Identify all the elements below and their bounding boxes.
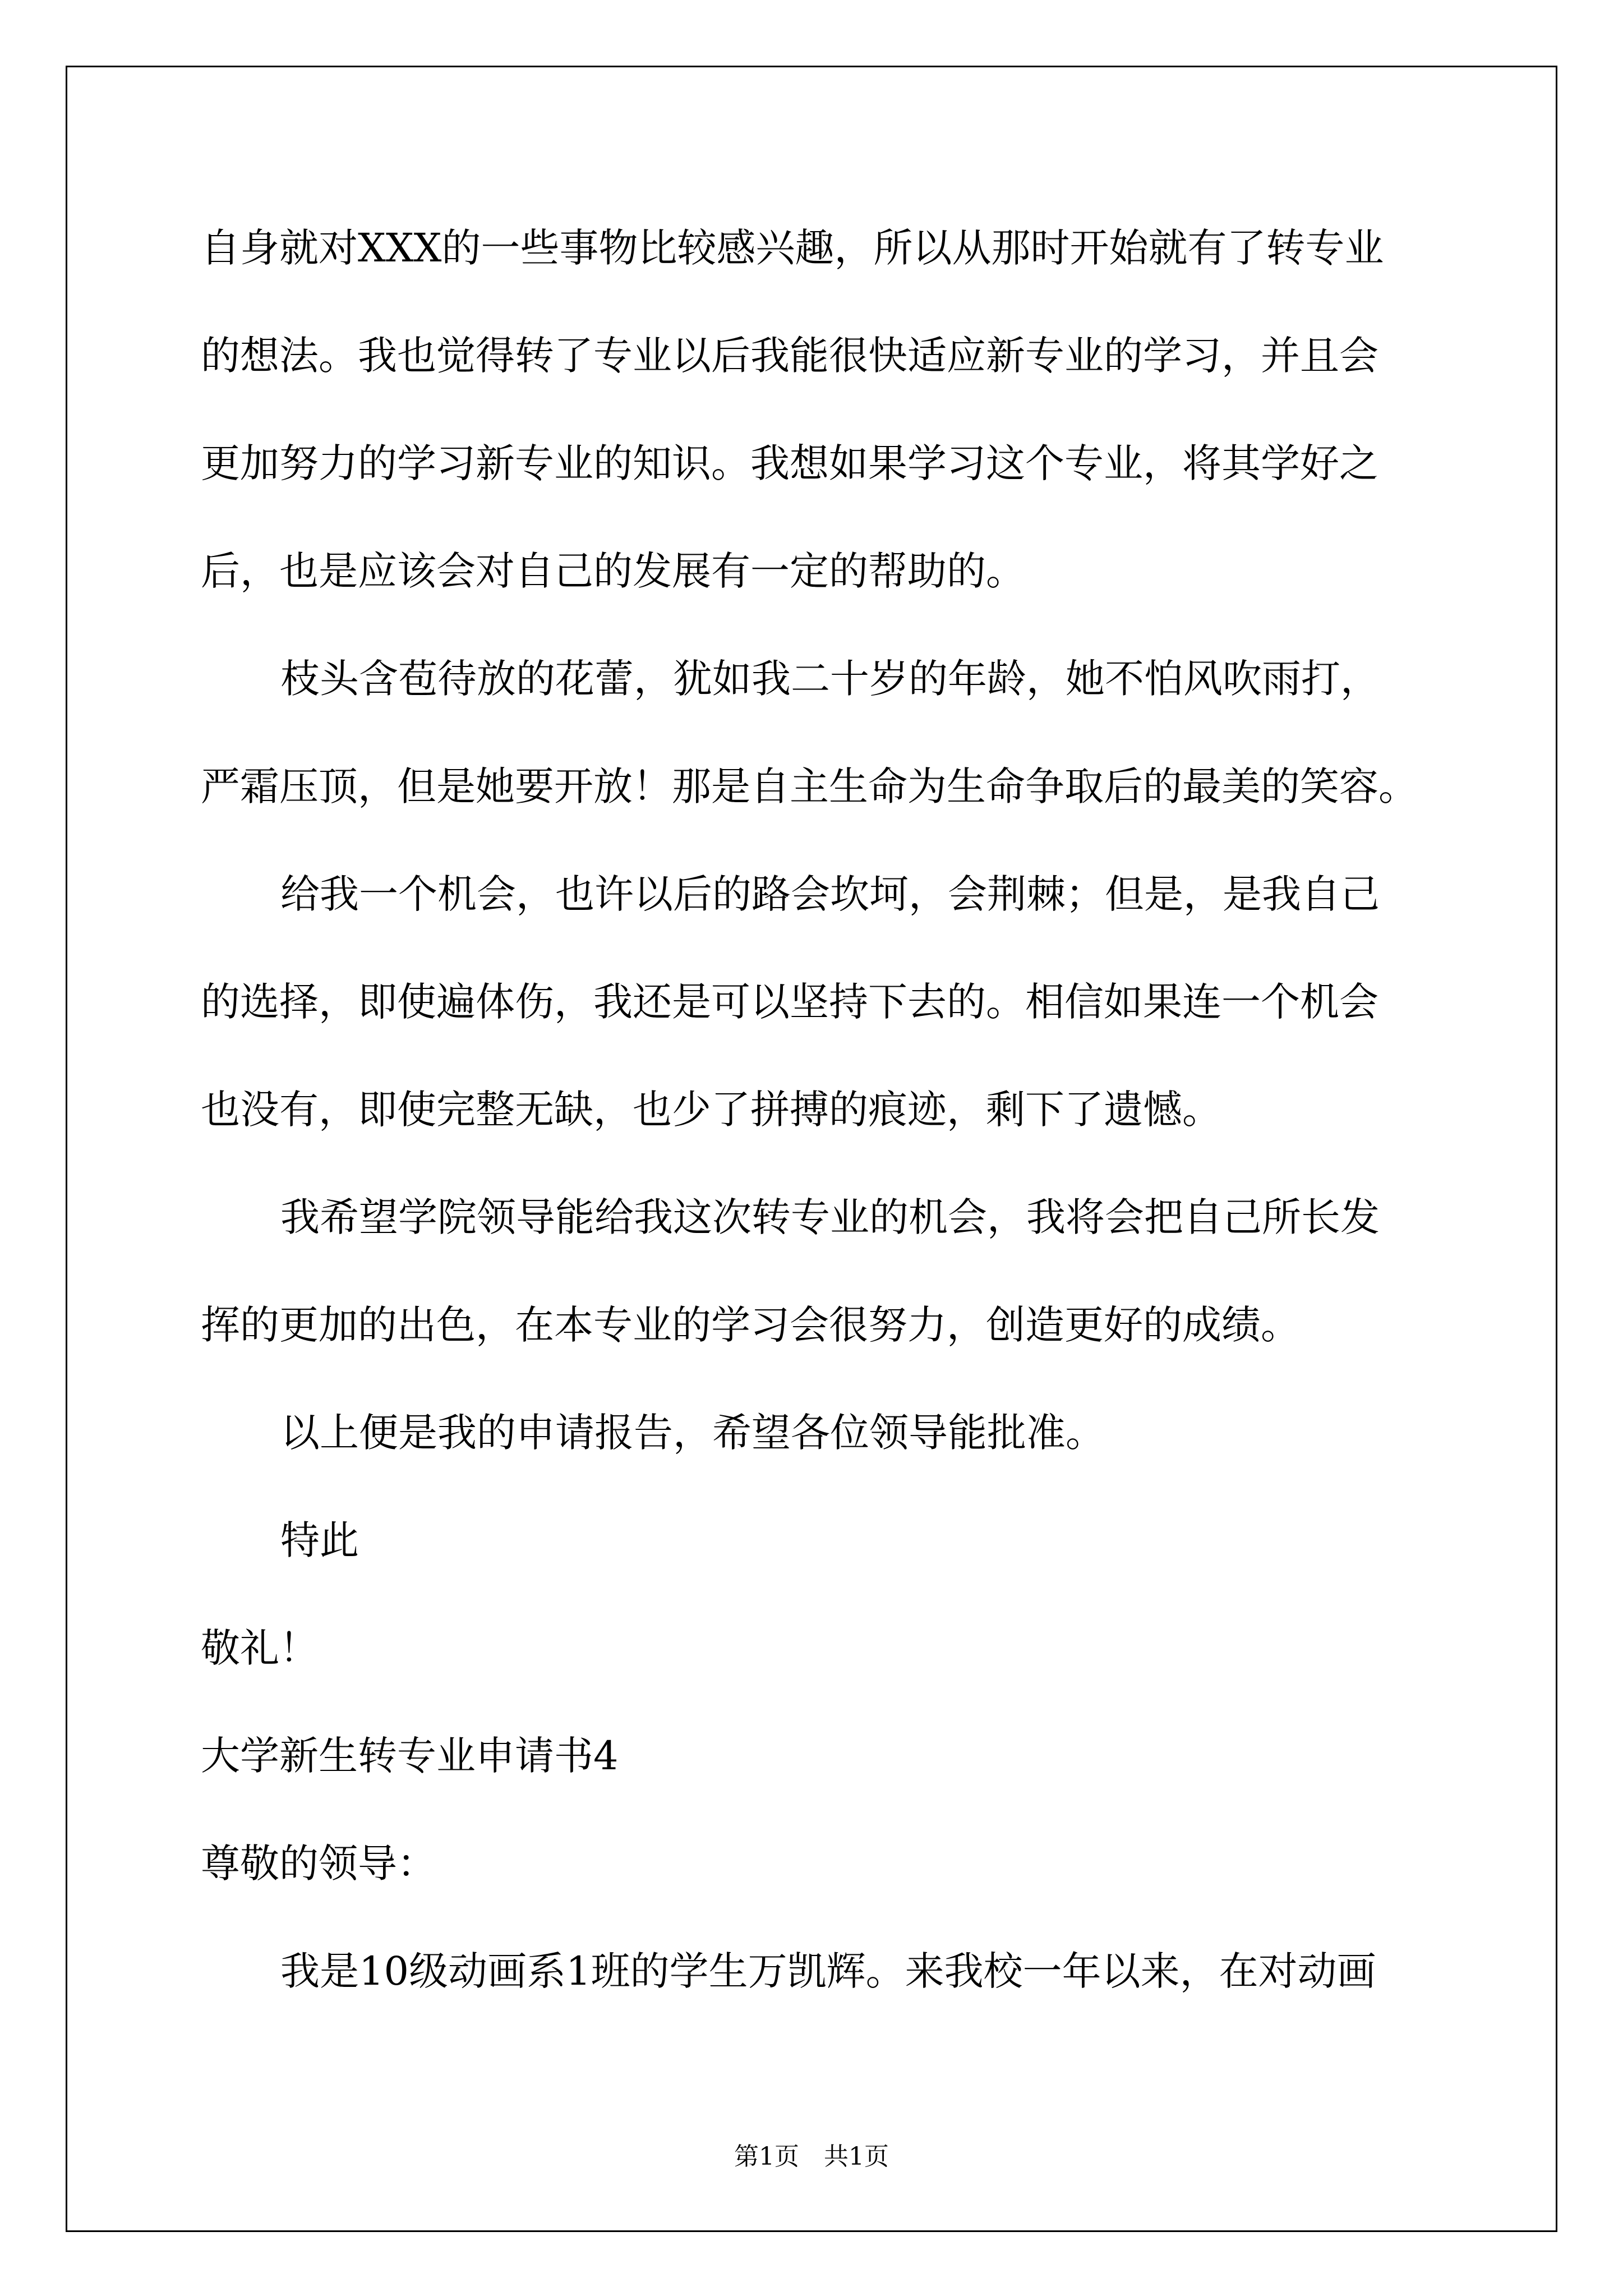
text-line-14: 敬礼！ <box>201 1625 319 1671</box>
text-line-10: 我希望学院领导能给我这次转专业的机会，我将会把自己所长发 <box>280 1194 1380 1240</box>
text-line-13: 特此 <box>280 1517 359 1563</box>
text-line-3: 更加努力的学习新专业的知识。我想如果学习这个专业，将其学好之 <box>201 440 1378 486</box>
document-body <box>201 215 1435 2046</box>
text-line-8: 的选择，即使遍体伤，我还是可以坚持下去的。相信如果连一个机会 <box>201 979 1378 1025</box>
text-line-4: 后，也是应该会对自己的发展有一定的帮助的。 <box>201 548 1025 594</box>
text-line-12: 以上便是我的申请报告，希望各位领导能批准。 <box>280 1410 1105 1456</box>
text-line-2: 的想法。我也觉得转了专业以后我能很快适应新专业的学习，并且会 <box>201 333 1378 379</box>
section-heading: 大学新生转专业申请书4 <box>201 1733 619 1779</box>
text-line-11: 挥的更加的出色，在本专业的学习会很努力，创造更好的成绩。 <box>201 1302 1300 1348</box>
text-line-17: 我是10级动画系1班的学生万凯辉。来我校一年以来，在对动画 <box>280 1948 1376 1994</box>
salutation: 尊敬的领导： <box>201 1841 436 1887</box>
page-footer: 第1页 共1页 <box>734 2142 889 2171</box>
text-line-6: 严霜压顶，但是她要开放！那是自主生命为生命争取后的最美的笑容。 <box>201 763 1418 809</box>
text-line-9: 也没有，即使完整无缺，也少了拼搏的痕迹，剩下了遗憾。 <box>201 1087 1221 1133</box>
text-line-7: 给我一个机会，也许以后的路会坎坷，会荆棘；但是，是我自己 <box>280 871 1380 917</box>
text-line-1: 自身就对XXX的一些事物比较感兴趣，所以从那时开始就有了转专业 <box>201 225 1384 271</box>
text-line-5: 枝头含苞待放的花蕾，犹如我二十岁的年龄，她不怕风吹雨打， <box>280 656 1380 702</box>
